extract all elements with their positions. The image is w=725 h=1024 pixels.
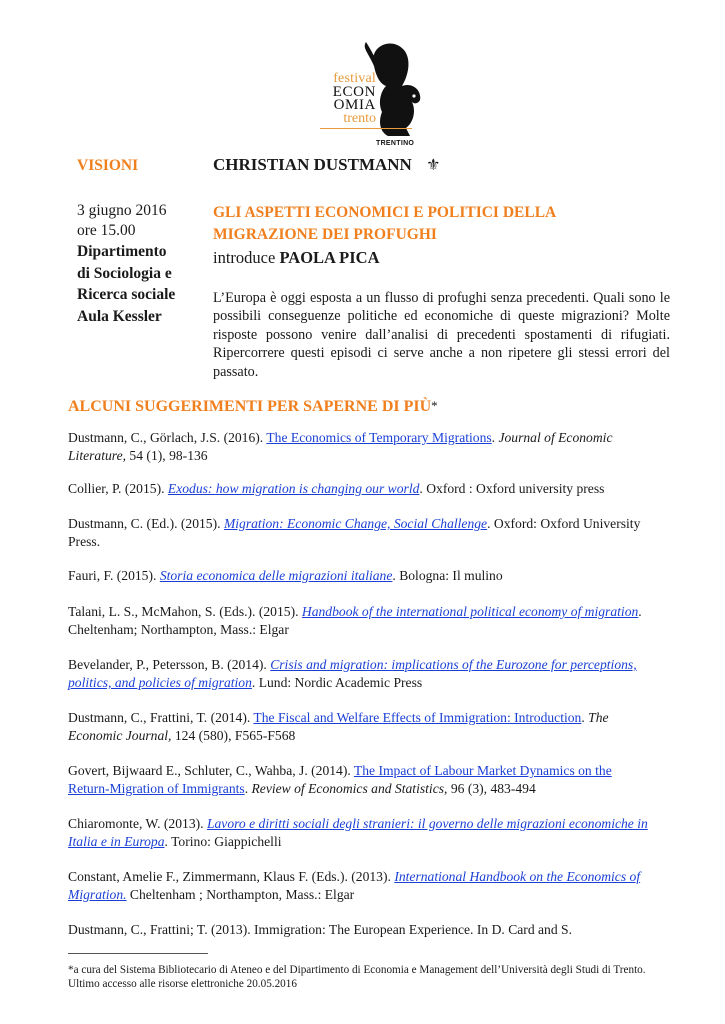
reference-item [68,515,656,551]
ref-link[interactable]: Handbook of the international political economy of migration [301,604,639,619]
ref-authors: Govert, Bijwaard E., Schluter, C., Wahba, J. (2014). [68,763,354,778]
ref-link[interactable]: The Fiscal and Welfare Effects of Immigration: Introduction [253,710,582,725]
suggestions-heading [68,398,438,416]
ref-authors: Constant, Amelie F., Zimmermann, Klaus F. (Eds.). (2013). [68,869,395,884]
ref-details: , 96 (3), 483-494 [444,781,536,796]
reference-item [68,656,656,692]
ref-journal: Journal of Economic Literature, [68,430,613,463]
venue-line: Aula Kessler [77,307,162,325]
footnote-marker: * [431,398,438,413]
ref-authors: Chiaromonte, W. (2013). [68,816,207,831]
ref-link[interactable]: Migration: Economic Change, Social Challenge [223,516,488,531]
logo-omia-text: OMIA [333,97,376,113]
festival-logo [316,40,436,152]
ref-authors: Dustmann, C., Görlach, J.S. (2016). [68,430,267,445]
speaker-name [213,155,440,175]
ref-text: . Lund: Nordic Academic Press [251,675,423,690]
logo-trentino-text: TRENTINO [376,140,415,147]
footnote-divider [68,953,208,954]
ref-details: 124 (580), F565-F568 [171,728,296,743]
reference-item [68,815,656,851]
talk-title [213,202,556,246]
ref-text: . [581,710,589,725]
speaker-name-text: CHRISTIAN DUSTMANN [213,155,412,174]
abstract: L’Europa è oggi esposta a un flusso di profughi senza precedenti. Quali sono le possibili conseguenze politiche ed economiche di queste migrazioni? Molte risposte possono venire dall’analisi di precedenti spostamenti di rifugiati. Ripercorrere questi episodi ci serve anche a non ripetere gli stessi errori del passato. [213,290,670,380]
introducer-name: PAOLA PICA [279,248,380,267]
ref-text: . Cheltenham; Northampton, Mass.: Elgar [68,604,642,637]
logo-divider [320,128,412,129]
reference-item [68,762,656,798]
reference-item [68,921,656,939]
event-time: ore 15.00 [77,222,136,239]
reference-item [68,868,656,904]
venue-line: Ricerca sociale [77,286,176,303]
ref-text: . Oxford: Oxford University Press. [68,516,641,549]
reference-item [68,567,656,585]
introducer-prefix: introduce [213,248,276,267]
ref-text: . Oxford : Oxford university press [419,481,605,496]
venue-line: di Sociologia e [77,264,172,282]
ref-authors: Talani, L. S., McMahon, S. (Eds.). (2015). [68,604,302,619]
event-date: 3 giugno 2016 [77,202,167,219]
logo-festival-text: festival [333,71,376,86]
fleur-de-lis-icon: ⚜ [426,155,441,174]
footnote-note: *a cura del Sistema Bibliotecario di Ateneo e del Dipartimento di Economia e Management dell’Università degli Studi di Trento. [68,964,646,976]
talk-title-line: GLI ASPETTI ECONOMICI E POLITICI DELLA [213,204,557,221]
ref-text: Cheltenham ; Northampton, Mass.: Elgar [126,887,355,902]
ref-link[interactable]: Lavoro e diritti sociali degli stranieri: il governo delle migrazioni economiche in Italia e in Europa [68,816,648,849]
ref-text: Dustmann, C., Frattini; T. (2013). Immigration: The European Experience. In D. Card and S. [68,922,572,937]
reference-item [68,709,656,745]
ref-authors: Bevelander, P., Petersson, B. (2014). [68,657,271,672]
ref-authors: Fauri, F. (2015). [68,568,160,583]
ref-link[interactable]: Storia economica delle migrazioni italiane [159,568,393,583]
ref-authors: Dustmann, C. (Ed.). (2015). [68,516,224,531]
ref-text: . [491,430,499,445]
ref-link[interactable]: Crisis and migration: implications of the Eurozone for perceptions, politics, and policies of migration [68,657,637,690]
footnote [68,963,660,991]
event-venue [77,241,175,327]
section-label: VISIONI [77,157,139,174]
ref-authors: Collier, P. (2015). [68,481,168,496]
ref-journal: The Economic Journal, [68,710,609,743]
ref-link[interactable]: The Economics of Temporary Migrations [266,430,492,445]
logo-trento-text: trento [343,111,376,126]
reference-item [68,480,656,498]
introducer [213,248,380,268]
ref-text: . [244,781,252,796]
venue-line: Dipartimento [77,243,167,260]
ref-link[interactable]: International Handbook on the Economics of Migration. [68,869,641,902]
logo-econ-text: ECON [332,84,376,100]
footnote-access: Ultimo accesso alle risorse elettroniche 20.05.2016 [68,978,297,990]
ref-text: . Torino: Giappichelli [164,834,282,849]
ref-details: 54 (1), 98-136 [126,448,208,463]
ref-text: . Bologna: Il mulino [392,568,503,583]
ref-link[interactable]: The Impact of Labour Market Dynamics on the Return-Migration of Immigrants [68,763,612,796]
talk-title-line: MIGRAZIONE DEI PROFUGHI [213,226,437,243]
ref-link[interactable]: Exodus: how migration is changing our world [167,481,420,496]
reference-item [68,603,656,639]
ref-authors: Dustmann, C., Frattini, T. (2014). [68,710,254,725]
suggestions-heading-text: ALCUNI SUGGERIMENTI PER SAPERNE DI PIÙ [68,398,432,415]
reference-item [68,429,656,465]
ref-journal: Review of Economics and Statistics [251,781,445,796]
